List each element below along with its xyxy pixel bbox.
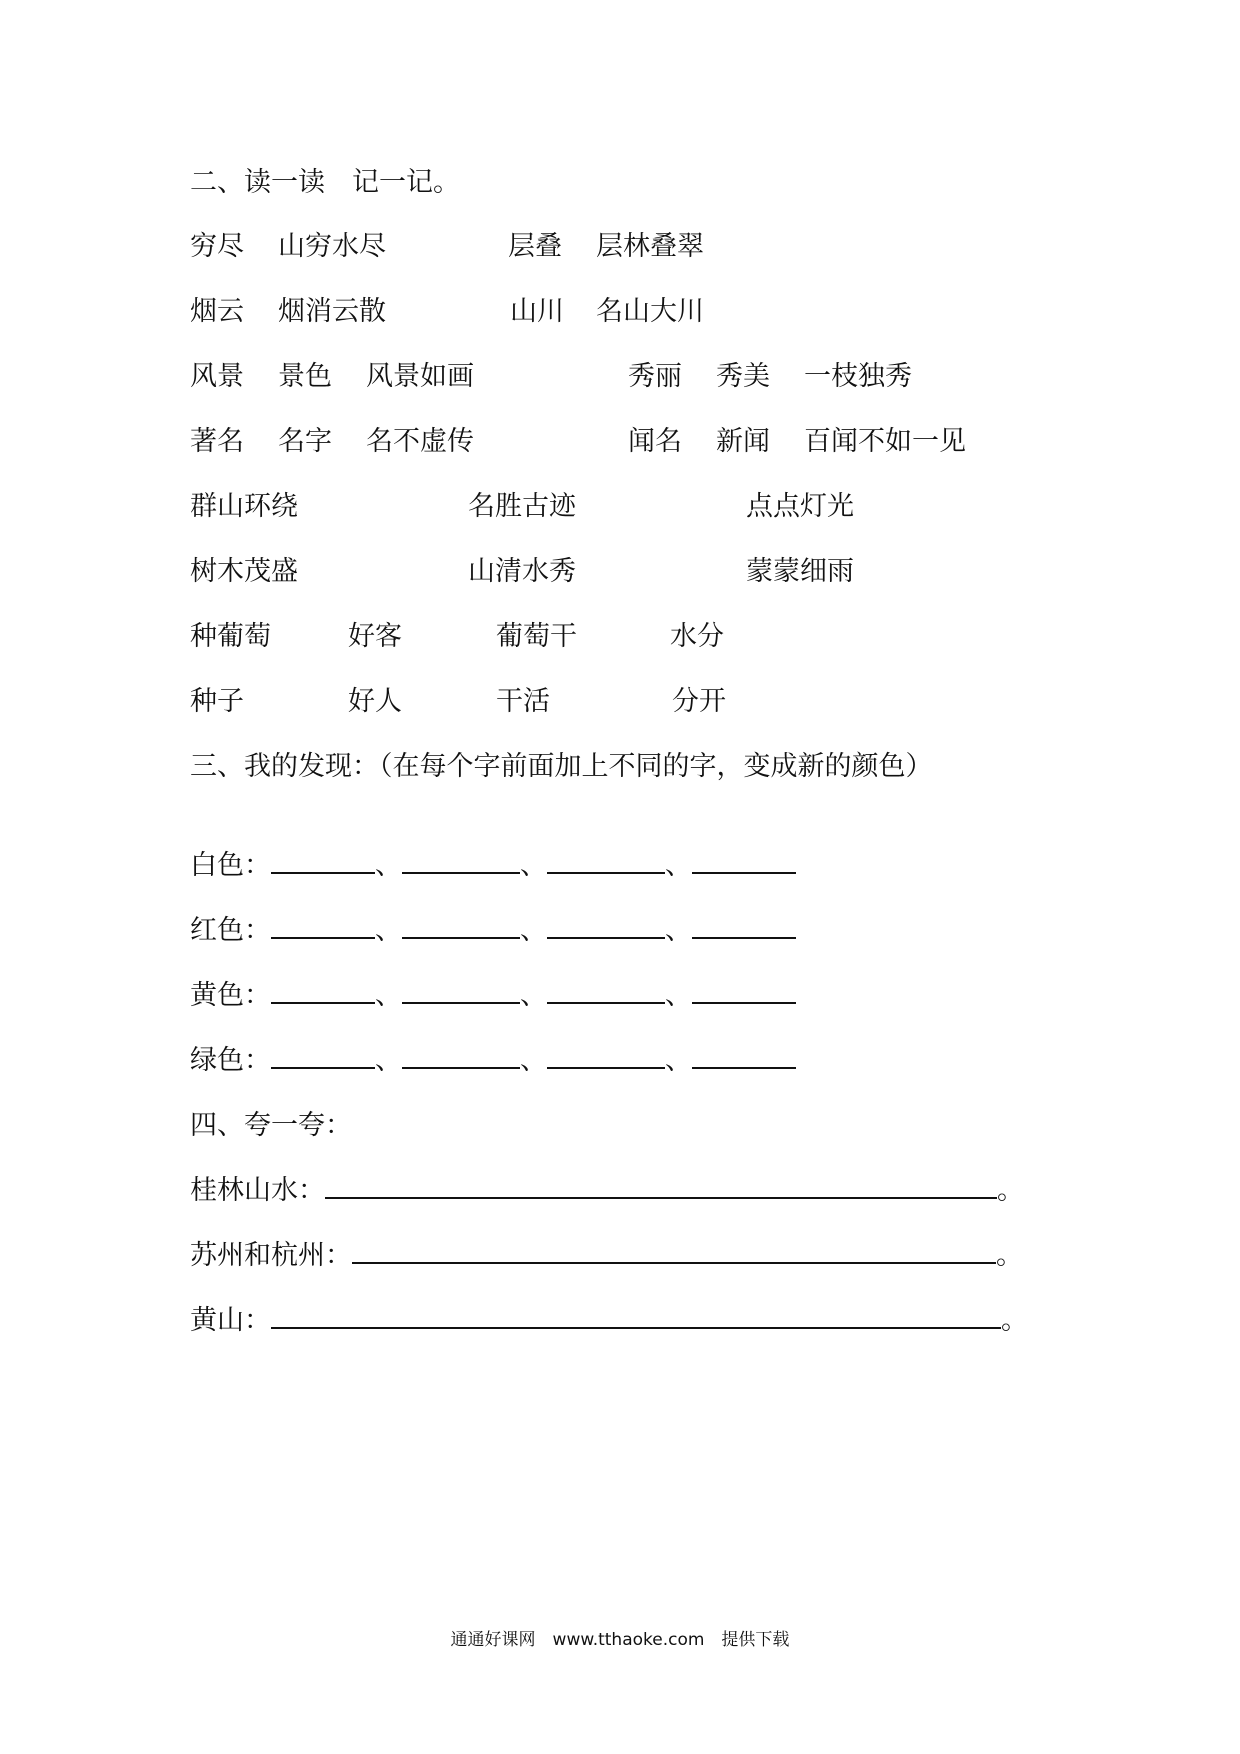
vocab-word: 秀丽 xyxy=(628,361,682,392)
separator: 、 xyxy=(665,850,692,881)
vocab-word: 种葡萄 xyxy=(190,621,271,652)
vocab-word: 点点灯光 xyxy=(746,491,854,522)
vocab-word: 名字 xyxy=(278,426,332,457)
color-label: 白色 xyxy=(190,850,244,881)
answer-blank[interactable] xyxy=(692,846,796,874)
colon: ： xyxy=(244,1045,271,1076)
separator: 、 xyxy=(375,915,402,946)
vocab-word: 葡萄干 xyxy=(496,621,577,652)
vocab-word: 山穷水尽 xyxy=(278,231,386,262)
praise-answer-blank[interactable] xyxy=(271,1301,1001,1329)
answer-blank[interactable] xyxy=(271,1041,375,1069)
vocab-word: 层林叠翠 xyxy=(596,231,704,262)
separator: 、 xyxy=(375,1045,402,1076)
separator: 、 xyxy=(520,850,547,881)
colon: ： xyxy=(325,1240,352,1271)
vocab-word: 蒙蒙细雨 xyxy=(746,556,854,587)
color-row-yellow xyxy=(190,976,796,1016)
section-2-title xyxy=(190,163,460,203)
praise-answer-blank[interactable] xyxy=(352,1236,996,1264)
answer-blank[interactable] xyxy=(271,976,375,1004)
vocab-word: 名山大川 xyxy=(596,296,704,327)
separator: 、 xyxy=(520,1045,547,1076)
period-mark: 。 xyxy=(996,1240,1023,1271)
section-2-title-text: 二、读一读 记一记。 xyxy=(190,167,460,198)
separator: 、 xyxy=(665,915,692,946)
vocab-word: 水分 xyxy=(670,621,724,652)
separator: 、 xyxy=(665,1045,692,1076)
vocab-word: 百闻不如一见 xyxy=(804,426,966,457)
vocab-word: 名胜古迹 xyxy=(468,491,576,522)
vocab-word: 秀美 xyxy=(716,361,770,392)
colon: ： xyxy=(244,915,271,946)
praise-row-huangshan xyxy=(190,1301,1028,1341)
praise-answer-blank[interactable] xyxy=(325,1171,997,1199)
vocab-word: 烟消云散 xyxy=(278,296,386,327)
answer-blank[interactable] xyxy=(692,976,796,1004)
praise-label: 桂林山水 xyxy=(190,1175,298,1206)
separator: 、 xyxy=(375,980,402,1011)
answer-blank[interactable] xyxy=(547,1041,665,1069)
vocab-word: 一枝独秀 xyxy=(804,361,912,392)
color-label: 黄色 xyxy=(190,980,244,1011)
colon: ： xyxy=(244,1305,271,1336)
vocab-word: 风景如画 xyxy=(366,361,474,392)
vocab-word: 穷尽 xyxy=(190,231,244,262)
praise-row-guilin xyxy=(190,1171,1024,1211)
vocab-word: 树木茂盛 xyxy=(190,556,298,587)
separator: 、 xyxy=(520,980,547,1011)
colon: ： xyxy=(298,1175,325,1206)
answer-blank[interactable] xyxy=(692,911,796,939)
answer-blank[interactable] xyxy=(547,846,665,874)
vocab-word: 好客 xyxy=(348,621,402,652)
color-row-green xyxy=(190,1041,796,1081)
section-3-title-text: 三、我的发现：（在每个字前面加上不同的字，变成新的颜色） xyxy=(190,751,933,782)
colon: ： xyxy=(244,980,271,1011)
praise-row-suzhou-hangzhou xyxy=(190,1236,1023,1276)
praise-label: 黄山 xyxy=(190,1305,244,1336)
colon: ： xyxy=(244,850,271,881)
vocab-word: 好人 xyxy=(348,686,402,717)
praise-label: 苏州和杭州 xyxy=(190,1240,325,1271)
vocab-word: 烟云 xyxy=(190,296,244,327)
vocab-word: 风景 xyxy=(190,361,244,392)
vocab-word: 新闻 xyxy=(716,426,770,457)
period-mark: 。 xyxy=(1001,1305,1028,1336)
answer-blank[interactable] xyxy=(271,846,375,874)
color-row-red xyxy=(190,911,796,951)
separator: 、 xyxy=(665,980,692,1011)
color-label: 红色 xyxy=(190,915,244,946)
vocab-word: 干活 xyxy=(496,686,550,717)
answer-blank[interactable] xyxy=(402,846,520,874)
vocab-word: 景色 xyxy=(278,361,332,392)
answer-blank[interactable] xyxy=(402,976,520,1004)
vocab-word: 种子 xyxy=(190,686,244,717)
answer-blank[interactable] xyxy=(402,1041,520,1069)
vocab-word: 闻名 xyxy=(628,426,682,457)
color-row-white xyxy=(190,846,796,886)
answer-blank[interactable] xyxy=(692,1041,796,1069)
page-footer xyxy=(0,1628,1240,1652)
answer-blank[interactable] xyxy=(547,911,665,939)
period-mark: 。 xyxy=(997,1175,1024,1206)
section-4-title xyxy=(190,1106,352,1146)
vocab-word: 著名 xyxy=(190,426,244,457)
answer-blank[interactable] xyxy=(402,911,520,939)
color-label: 绿色 xyxy=(190,1045,244,1076)
vocab-word: 山川 xyxy=(510,296,564,327)
vocab-word: 层叠 xyxy=(508,231,562,262)
vocab-word: 分开 xyxy=(672,686,726,717)
separator: 、 xyxy=(375,850,402,881)
vocab-word: 群山环绕 xyxy=(190,491,298,522)
separator: 、 xyxy=(520,915,547,946)
vocab-word: 山清水秀 xyxy=(468,556,576,587)
vocab-word: 名不虚传 xyxy=(366,426,474,457)
section-3-title xyxy=(190,747,933,787)
answer-blank[interactable] xyxy=(271,911,375,939)
footer-text: 通通好课网 www.tthaoke.com 提供下载 xyxy=(450,1630,790,1650)
answer-blank[interactable] xyxy=(547,976,665,1004)
section-4-title-text: 四、夸一夸： xyxy=(190,1110,352,1141)
